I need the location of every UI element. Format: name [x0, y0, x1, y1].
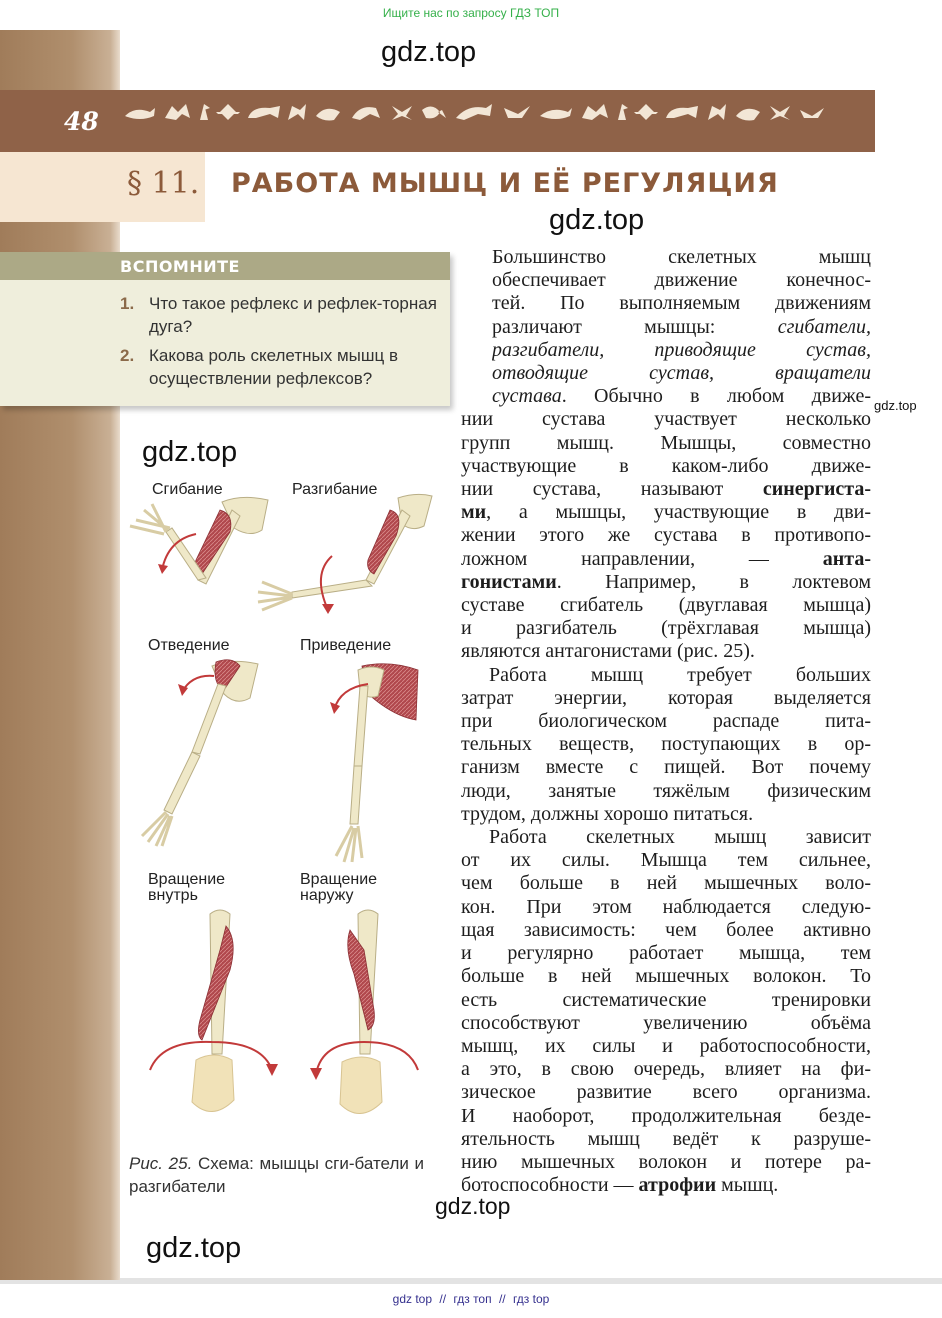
- text-line: ганизм вместе с пищей. Вот почему: [461, 756, 871, 779]
- link-separator: //: [439, 1292, 447, 1306]
- text-line: и разгибатель (трёхглавая мышца): [461, 617, 871, 640]
- adduction-arm: [330, 664, 418, 862]
- figure-caption: [129, 1152, 424, 1198]
- text-line: а это, в свою очередь, влияет на фи-: [461, 1058, 871, 1081]
- bottom-link[interactable]: гдз top: [512, 1292, 550, 1306]
- question-number: 1.: [120, 294, 135, 313]
- text-line: Работа скелетных мышц зависит: [489, 826, 871, 849]
- abduction-arm: [142, 660, 258, 846]
- text-line: ботоспособности — атрофии мышц.: [461, 1174, 779, 1197]
- recall-question-2: [122, 344, 440, 390]
- outward-rotation-arm: [310, 910, 418, 1114]
- text-line: трудом, должны хорошо питаться.: [461, 802, 754, 825]
- text-line: суставе сгибатель (двуглавая мышца): [461, 594, 871, 617]
- bottom-link[interactable]: gdz top: [392, 1292, 433, 1306]
- text-line: Работа мышц требует больших: [489, 663, 871, 686]
- text-line: групп мышц. Мышцы, совместно: [461, 431, 871, 454]
- watermark: gdz.top: [381, 36, 477, 68]
- text-line: разгибатели, приводящие сустав,: [492, 338, 871, 361]
- main-text: [461, 246, 871, 1197]
- figure-muscle-schemes: [122, 470, 442, 1140]
- text-line: различают мышцы: сгибатели,: [492, 315, 871, 338]
- recall-title: ВСПОМНИТЕ: [120, 257, 240, 276]
- bottom-link[interactable]: гдз топ: [453, 1292, 492, 1306]
- label-inward-rotation-1: Вращение: [148, 871, 226, 888]
- text-line: обеспечивает движение конечнос-: [492, 269, 871, 292]
- text-line: нии сустава, называют синергиста-: [461, 478, 871, 501]
- label-adduction: Приведение: [300, 637, 392, 654]
- text-line: тельных веществ, поступающих в ор-: [461, 733, 871, 756]
- text-line: и регулярно работает мышца, тем: [461, 942, 871, 965]
- text-line: ложном направлении, — анта-: [461, 547, 871, 570]
- question-text: Что такое рефлекс и рефлек-торная дуга?: [149, 294, 437, 336]
- recall-box: [0, 252, 450, 406]
- label-abduction: Отведение: [148, 637, 230, 654]
- label-inward-rotation-2: внутрь: [148, 887, 198, 904]
- watermark: gdz.top: [549, 204, 645, 236]
- question-text: Какова роль скелетных мышц в осуществлении рефлексов?: [149, 346, 398, 388]
- label-flexion: Сгибание: [152, 481, 223, 498]
- section-number: § 11.: [127, 166, 200, 201]
- question-number: 2.: [120, 346, 135, 365]
- text-line: при биологическом распаде пита-: [461, 710, 871, 733]
- flexion-arm: [130, 497, 268, 584]
- watermark: gdz.top: [146, 1232, 242, 1264]
- watermark: gdz.top: [874, 398, 917, 413]
- watermark: gdz.top: [142, 436, 238, 468]
- text-line: чем больше в ней мышечных воло-: [461, 872, 871, 895]
- label-outward-rotation-2: наружу: [300, 887, 354, 904]
- caption-lead: Рис. 25.: [129, 1154, 193, 1173]
- page-number: 48: [64, 107, 99, 136]
- text-line: участвующие в каком-либо движе-: [461, 454, 871, 477]
- text-line: нии сустава участвует несколько: [461, 408, 871, 431]
- label-extension: Разгибание: [292, 481, 378, 498]
- text-line: зическое развитие всего организма.: [461, 1081, 871, 1104]
- text-line: сустава. Обычно в любом движе-: [492, 385, 871, 408]
- section-title: РАБОТА МЫШЦ И ЕЁ РЕГУЛЯЦИЯ: [231, 168, 779, 199]
- text-line: ми, а мышцы, участвующие в дви-: [461, 501, 871, 524]
- inward-rotation-arm: [150, 910, 278, 1112]
- label-outward-rotation-1: Вращение: [300, 871, 378, 888]
- link-separator: //: [498, 1292, 506, 1306]
- arm-illustrations: [122, 470, 442, 1140]
- text-line: жении этого же сустава в противопо-: [461, 524, 871, 547]
- text-line: есть систематические тренировки: [461, 988, 871, 1011]
- text-line: мышц, их силы и работоспособности,: [461, 1034, 871, 1057]
- extension-arm: [258, 494, 432, 614]
- text-line: Большинство скелетных мышц: [492, 246, 871, 268]
- text-line: способствуют увеличению объёма: [461, 1011, 871, 1034]
- text-line: тей. По выполняемым движениям: [492, 292, 871, 315]
- bottom-links: [0, 1292, 942, 1306]
- animal-silhouettes-frieze: [120, 98, 835, 128]
- recall-question-1: [122, 292, 440, 338]
- text-line: больше в ней мышечных волокон. То: [461, 965, 871, 988]
- text-line: щая зависимость: чем более активно: [461, 918, 871, 941]
- text-line: люди, занятые тяжёлым физическим: [461, 779, 871, 802]
- caption-text: Схема: мышцы сги-батели и разгибатели: [129, 1154, 425, 1196]
- text-line: отводящие сустав, вращатели: [492, 362, 871, 385]
- watermark: gdz.top: [435, 1193, 511, 1219]
- page-shadow: [0, 1278, 942, 1284]
- text-line: И наоборот, продолжительная безде-: [461, 1104, 871, 1127]
- top-search-note: Ищите нас по запросу ГДЗ ТОП: [382, 6, 560, 20]
- text-line: ятельность мышц ведёт к разруше-: [461, 1127, 871, 1150]
- text-line: являются антагонистами (рис. 25).: [461, 640, 755, 663]
- text-line: затрат энергии, которая выделяется: [461, 686, 871, 709]
- text-line: нию мышечных волокон и потере ра-: [461, 1150, 871, 1173]
- text-line: гонистами. Например, в локтевом: [461, 570, 871, 593]
- text-line: кон. При этом наблюдается следую-: [461, 895, 871, 918]
- text-line: от их силы. Мышца тем сильнее,: [461, 849, 871, 872]
